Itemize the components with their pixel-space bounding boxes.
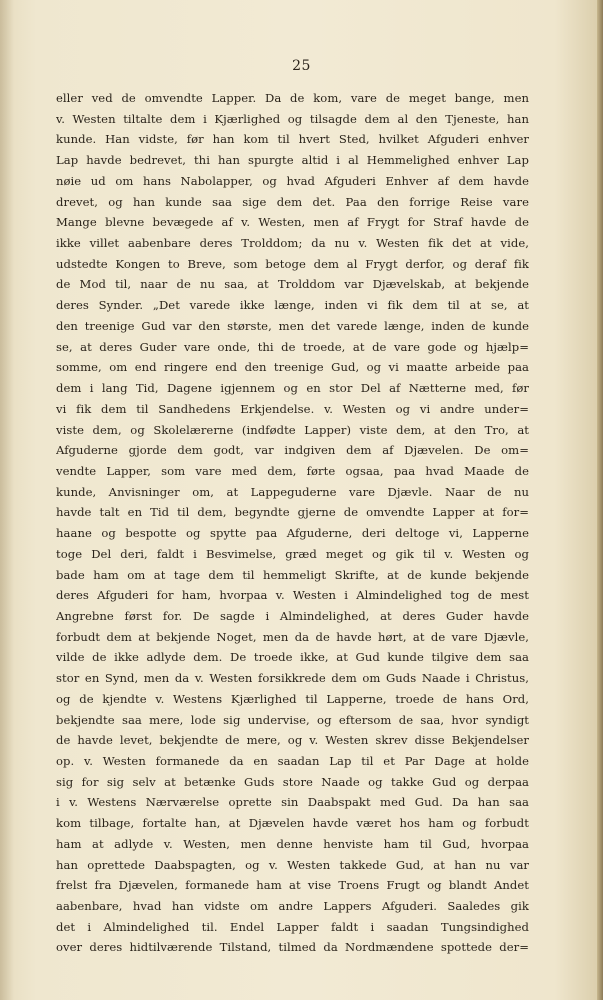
text-line: stor en Synd, men da v. Westen forsikkrede dem om Guds Naade i Christus,: [56, 671, 529, 686]
text-line: i v. Westens Nærværelse oprette sin Daabspakt med Gud. Da han saa: [56, 795, 529, 810]
text-line: se, at deres Guder vare onde, thi de troede, at de vare gode og hjælp=: [56, 339, 529, 354]
text-line: vendte Lapper, som vare med dem, førte ogsaa, paa hvad Maade de: [56, 463, 529, 478]
page-edge-shadow: [0, 0, 14, 1000]
text-line: den treenige Gud var den største, men det varede længe, inden de kunde: [56, 318, 529, 333]
text-line: bade ham om at tage dem til hemmeligt Skrifte, at de kunde bekjende: [56, 567, 529, 582]
text-line: dem i lang Tid, Dagene igjennem og en stor Del af Nætterne med, før: [56, 381, 529, 396]
text-line: viste dem, og Skolelærerne (indfødte Lapper) viste dem, at den Tro, at: [56, 422, 529, 437]
text-line: aabenbare, hvad han vidste om andre Lappers Afguderi. Saaledes gik: [56, 899, 529, 914]
text-line: kunde, Anvisninger om, at Lappeguderne vare Djævle. Naar de nu: [56, 484, 529, 499]
text-line: udstedte Kongen to Breve, som betoge dem al Frygt derfor, og deraf fik: [56, 256, 529, 271]
text-line: Afguderne gjorde dem godt, var indgiven dem af Djævelen. De om=: [56, 443, 529, 458]
text-line: forbudt dem at bekjende Noget, men da de havde hørt, at de vare Djævle,: [56, 629, 529, 644]
body-text: [56, 88, 529, 958]
text-line: havde talt en Tid til dem, begyndte gjerne de omvendte Lapper at for=: [56, 505, 529, 520]
text-line: somme, om end ringere end den treenige Gud, og vi maatte arbeide paa: [56, 360, 529, 375]
page-gutter-edge: [597, 0, 603, 1000]
text-line: vilde de ikke adlyde dem. De troede ikke, at Gud kunde tilgive dem saa: [56, 650, 529, 665]
text-line: bekjendte saa mere, lode sig undervise, og eftersom de saa, hvor syndigt: [56, 712, 529, 727]
text-line: drevet, og han kunde saa sige dem det. Paa den forrige Reise vare: [56, 194, 529, 209]
text-line: kom tilbage, fortalte han, at Djævelen havde været hos ham og forbudt: [56, 816, 529, 831]
text-line: over deres hidtilværende Tilstand, tilmed da Nordmændene spottede der=: [56, 940, 529, 955]
text-line: og de kjendte v. Westens Kjærlighed til Lapperne, troede de hans Ord,: [56, 691, 529, 706]
text-line: vi fik dem til Sandhedens Erkjendelse. v. Westen og vi andre under=: [56, 401, 529, 416]
text-line: han oprettede Daabspagten, og v. Westen takkede Gud, at han nu var: [56, 857, 529, 872]
text-line: Mange blevne bevægede af v. Westen, men af Frygt for Straf havde de: [56, 215, 529, 230]
text-line: deres Afguderi for ham, hvorpaa v. Westen i Almindelighed tog de mest: [56, 588, 529, 603]
text-line: frelst fra Djævelen, formanede ham at vise Troens Frugt og blandt Andet: [56, 878, 529, 893]
text-line: v. Westen tiltalte dem i Kjærlighed og tilsagde dem al den Tjeneste, han: [56, 111, 529, 126]
text-line: Lap havde bedrevet, thi han spurgte altid i al Hemmelighed enhver Lap: [56, 153, 529, 168]
text-line: de Mod til, naar de nu saa, at Trolddom var Djævelskab, at bekjende: [56, 277, 529, 292]
text-line: Angrebne først for. De sagde i Almindelighed, at deres Guder havde: [56, 608, 529, 623]
text-line: eller ved de omvendte Lapper. Da de kom, vare de meget bange, men: [56, 91, 529, 105]
text-line: sig for sig selv at betænke Guds store Naade og takke Gud og derpaa: [56, 774, 529, 789]
text-line: det i Almindelighed til. Endel Lapper faldt i saadan Tungsindighed: [56, 919, 529, 934]
text-line: nøie ud om hans Nabolapper, og hvad Afguderi Enhver af dem havde: [56, 173, 529, 188]
text-line: deres Synder. „Det varede ikke længe, inden vi fik dem til at se, at: [56, 298, 529, 313]
text-line: toge Del deri, faldt i Besvimelse, græd meget og gik til v. Westen og: [56, 546, 529, 561]
text-line: haane og bespotte og spytte paa Afguderne, deri deltoge vi, Lapperne: [56, 526, 529, 541]
text-line: ikke villet aabenbare deres Trolddom; da nu v. Westen fik det at vide,: [56, 236, 529, 251]
text-line: op. v. Westen formanede da en saadan Lap til et Par Dage at holde: [56, 754, 529, 768]
text-line: ham at adlyde v. Westen, men denne henviste ham til Gud, hvorpaa: [56, 836, 529, 851]
page-number: 25: [292, 58, 311, 74]
text-line: de havde levet, bekjendte de mere, og v. Westen skrev disse Bekjendelser: [56, 733, 529, 748]
text-line: kunde. Han vidste, før han kom til hvert Sted, hvilket Afguderi enhver: [56, 132, 529, 147]
